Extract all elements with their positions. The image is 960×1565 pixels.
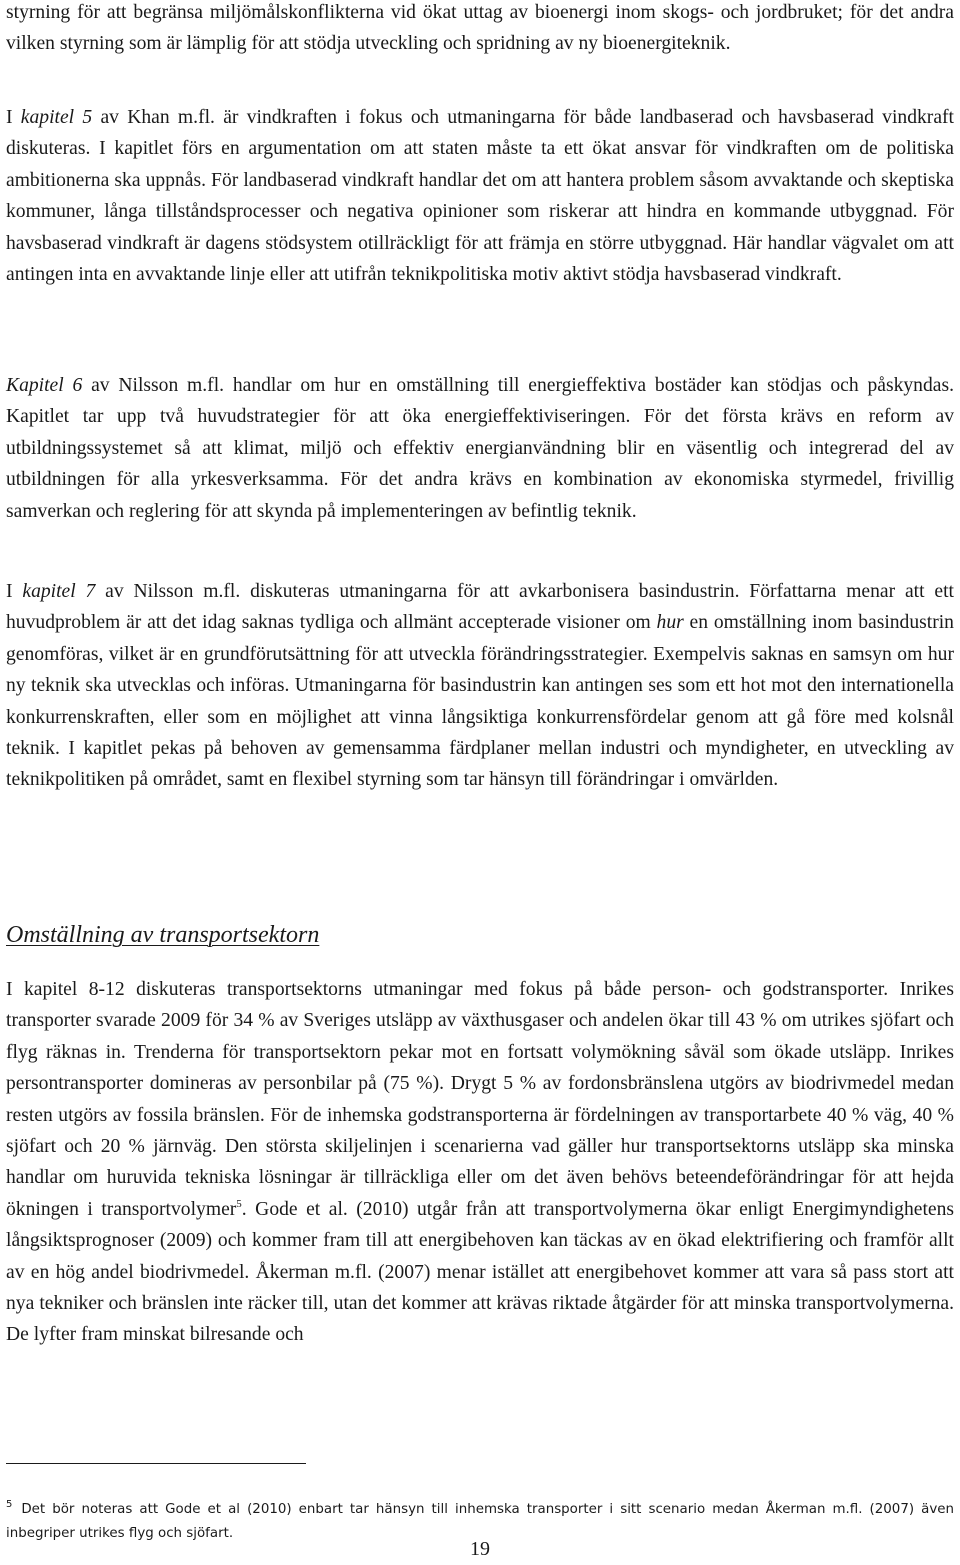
chapter-reference: kapitel 7 (22, 581, 96, 602)
page-number: 19 (470, 1538, 490, 1560)
paragraph-text: styrning för att begränsa miljömålskonflikterna vid ökat uttag av bioenergi inom skogs- och jordbruket; för det andra vilken styrning som är lämplig för att stödja utveckling och spridning av ny bioenergiteknik. (6, 2, 954, 55)
footnote-reference[interactable]: 5 (236, 1197, 242, 1210)
paragraph-text: av Khan m.fl. är vindkraften i fokus och utmaningarna för både landbaserad och havsbaserad vindkraft diskuteras. I kapitlet förs en argumentation om att staten måste ta ett ökat ansvar för vindkraften om de politiska ambitionerna ska uppnås. För landbaserad vindkraft handlar det om att hantera problem såsom avvaktande och skeptiska kommuner, långa tillståndsprocesser och negativa opinioner som riskerar att hindra en kommande utbyggnad. För havsbaserad vindkraft är dagens stödsystem otillräckligt för att främja en större utbyggnad. Här handlar vägvalet om att antingen inta en avvaktande linje eller att utifrån teknikpolitiska motiv aktivt stödja havsbaserad vindkraft. (6, 107, 954, 286)
emphasis: hur (656, 612, 684, 634)
footnote-divider (6, 1463, 306, 1464)
footnote-text: Det bör noteras att Gode et al (2010) enbart tar hänsyn till inhemska transporter i sitt scenario medan Åkerman m.fl. (2007) även inbegriper utrikes flyg och sjöfart. (6, 1502, 954, 1541)
paragraph-text: av Nilsson m.fl. diskuteras utmaningarna för att avkarbonisera basindustrin. Författarna menar att ett huvudproblem är att det idag saknas tydliga och allmänt accepterade visioner om (6, 581, 954, 634)
paragraph-text-continued: . Gode et al. (2010) utgår från att transportvolymerna ökar enligt Energimyndighetens långsiktsprognoser (2009) och kommer fram till att energibehoven kan täckas av en ökad elektrifiering och framför allt av en hög andel biodrivmedel. Åkerman m.fl. (2007) menar istället att energibehovet kommer att vara så pass stort att nya tekniker och bränslen inte räcker till, utan det kommer att krävas riktade åtgärder för att minska transportvolymerna. De lyfter fram minskat bilresande och (6, 1198, 955, 1346)
chapter-reference: kapitel 5 (20, 107, 93, 128)
paragraph-lead: I (6, 581, 23, 602)
paragraph-chapter-6 (6, 370, 954, 527)
footnote-number: 5 (6, 1499, 13, 1510)
paragraph-chapter-7 (6, 576, 954, 796)
section-heading: Omställning av transportsektorn (6, 922, 320, 948)
paragraph-bioenergy-steering (6, 0, 954, 60)
paragraph-transport-sector (6, 974, 954, 1351)
paragraph-chapter-5 (6, 102, 954, 290)
paragraph-lead: I (6, 107, 21, 128)
paragraph-text: I kapitel 8-12 diskuteras transportsektorns utmaningar med fokus på både person- och godstransporter. Inrikes transporter svarade 2009 för 34 % av Sveriges utsläpp av växthusgaser och andelen ökar till 43 % om utrikes sjöfart och flyg räknas in. Trenderna för transportsektorn pekar mot en fortsatt volymökning såväl som ökade utsläpp. Inrikes persontransporter domineras av personbilar på (75 %). Drygt 5 % av fordonsbränslena utgörs av biodrivmedel medan resten utgörs av fossila bränslen. För de inhemska godstransporterna är fördelningen av transportarbete 40 % väg, 40 % sjöfart och 20 % järnväg. Den största skiljelinjen i scenarierna vad gäller hur transportsektorns utsläpp ska minska handlar om huruvida tekniska lösningar är tillräckliga eller om det även behövs beteendeförändringar för att hejda ökningen i transportvolymer (6, 979, 954, 1220)
paragraph-text-continued: en omställning inom basindustrin genomföras, vilket är en grundförutsättning för att utveckla förändringsstrategier. Exempelvis saknas en samsyn om hur ny teknik ska utvecklas och införas. Utmaningarna för basindustrin kan antingen ses som ett hot mot den internationella konkurrenskraften, eller som en möjlighet att vinna långsiktiga konkurrensfördelar genom att gå före med kolsnål teknik. I kapitlet pekas på behoven av gemensamma färdplaner mellan industri och myndigheter, en utveckling av teknikpolitiken på området, samt en flexibel styrning som tar hänsyn till förändringar i omvärlden. (6, 612, 954, 791)
chapter-reference: Kapitel 6 (6, 375, 83, 396)
paragraph-text: av Nilsson m.fl. handlar om hur en omställning till energieffektiva bostäder kan stödjas och påskyndas. Kapitlet tar upp två huvudstrategier för att öka energieffektiviseringen. För det första krävs en reform av utbildningssystemet så att klimat, miljö och effektiv energianvändning blir en väsentlig och integrerad del av utbildningen för alla yrkesverksamma. För det andra krävs en kombination av ekonomiska styrmedel, frivillig samverkan och reglering för att skynda på implementeringen av befintlig teknik. (6, 375, 954, 522)
